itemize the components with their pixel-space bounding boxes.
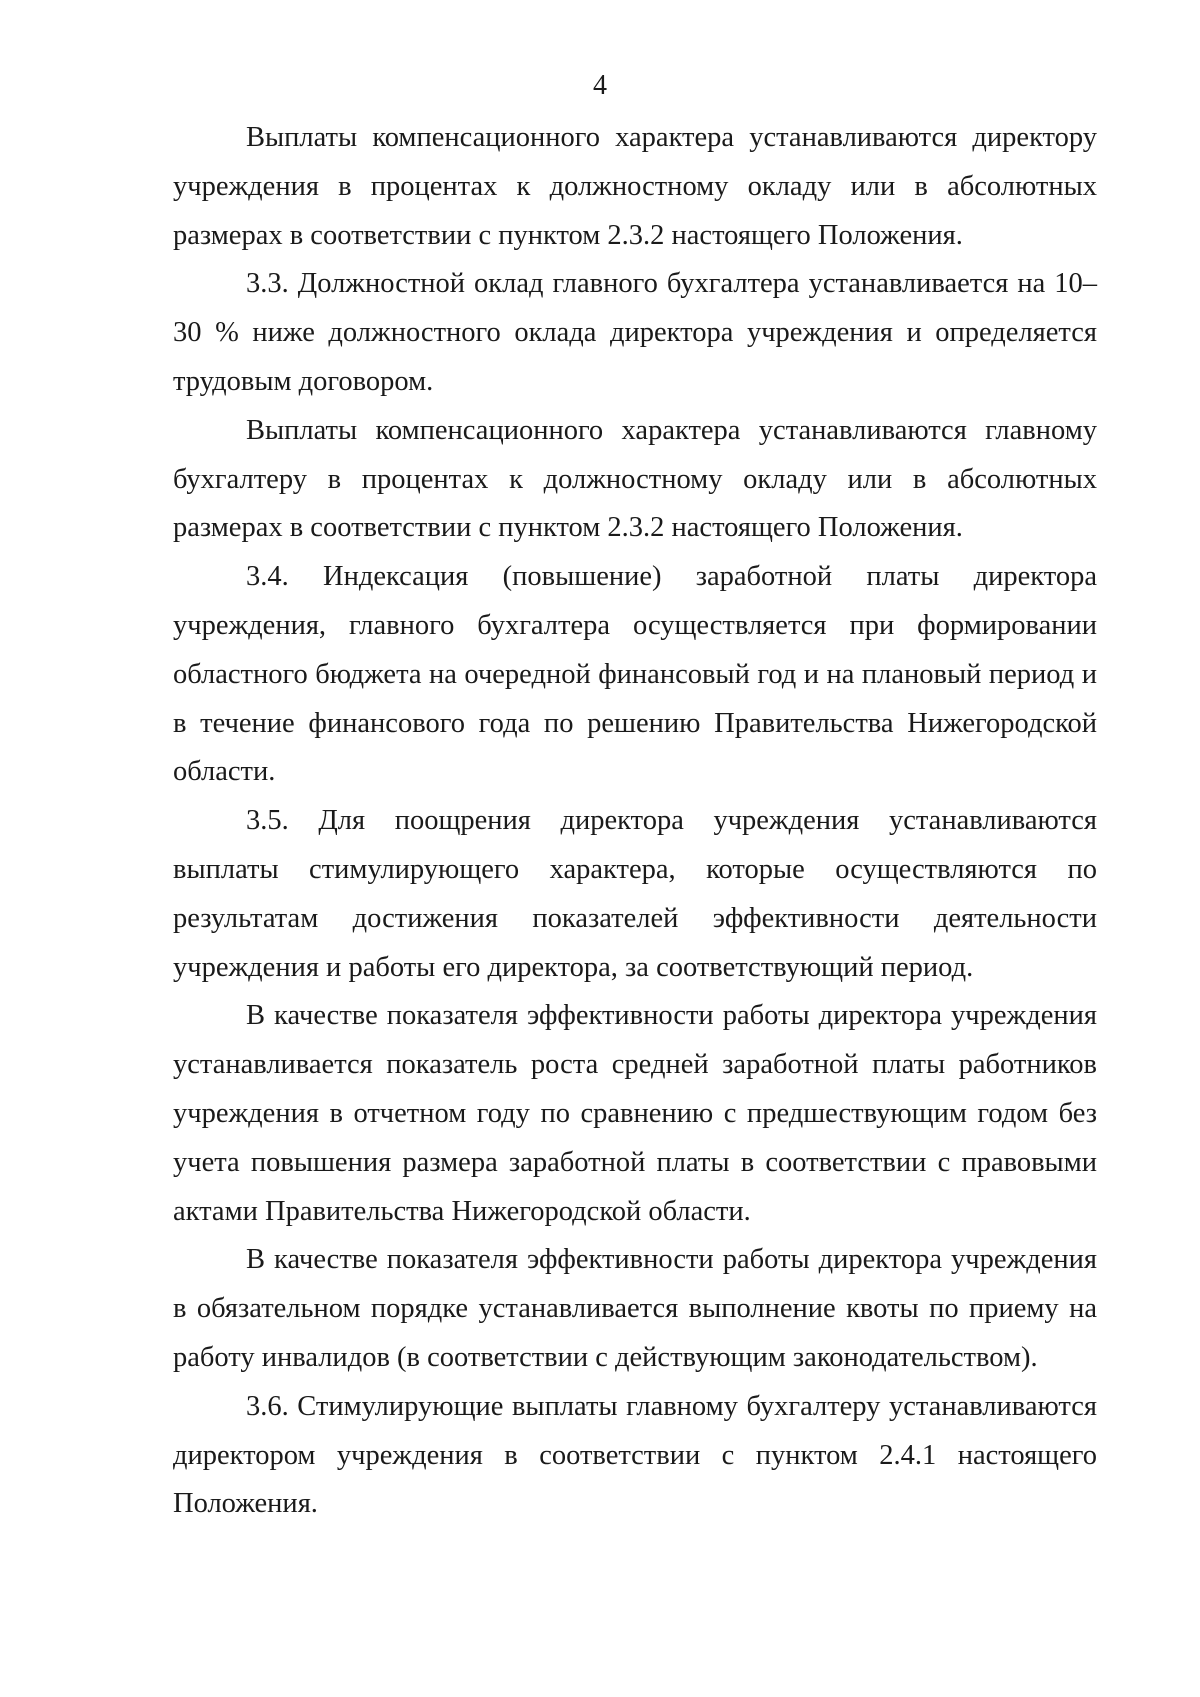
paragraph-disability-quota-indicator: В качестве показателя эффективности работы директора учреждения в обязательном порядке устанавливается выполнение квоты по приему на работу инвалидов (в соответствии с действующим законодательством). (173, 1244, 1097, 1373)
paragraph-director-compensation: Выплаты компенсационного характера устанавливаются директору учреждения в процентах к должностному окладу или в абсолютных размерах в соответствии с пунктом 2.3.2 настоящего Положения. (173, 122, 1097, 251)
paragraph-3-6: 3.6. Стимулирующие выплаты главному бухгалтеру устанавливаются директором учреждения в соответствии с пунктом 2.4.1 настоящего Положения. (173, 1390, 1097, 1520)
page-number: 4 (593, 70, 607, 101)
paragraph-salary-growth-indicator: В качестве показателя эффективности работы директора учреждения устанавливается показатель роста средней заработной платы работников учреждения в отчетном году по сравнению с предшествующим годом без учета повышения размера заработной платы в соответствии с правовыми актами Правительства Нижегородской области. (173, 1000, 1097, 1227)
document-body (173, 114, 1097, 1529)
paragraph-accountant-compensation: Выплаты компенсационного характера устанавливаются главному бухгалтеру в процентах к должностному окладу или в абсолютных размерах в соответствии с пунктом 2.3.2 настоящего Положения. (173, 414, 1097, 544)
paragraph-3-3: 3.3. Должностной оклад главного бухгалтера устанавливается на 10–30 % ниже должностного оклада директора учреждения и определяется трудовым договором. (173, 268, 1097, 397)
paragraph-3-4: 3.4. Индексация (повышение) заработной платы директора учреждения, главного бухгалтера осуществляется при формировании областного бюджета на очередной финансовый год и на плановый период и в течение финансового года по решению Правительства Нижегородской области. (173, 561, 1097, 788)
paragraph-3-5: 3.5. Для поощрения директора учреждения устанавливаются выплаты стимулирующего характера, которые осуществляются по результатам достижения показателей эффективности деятельности учреждения и работы его директора, за соответствующий период. (173, 805, 1097, 983)
